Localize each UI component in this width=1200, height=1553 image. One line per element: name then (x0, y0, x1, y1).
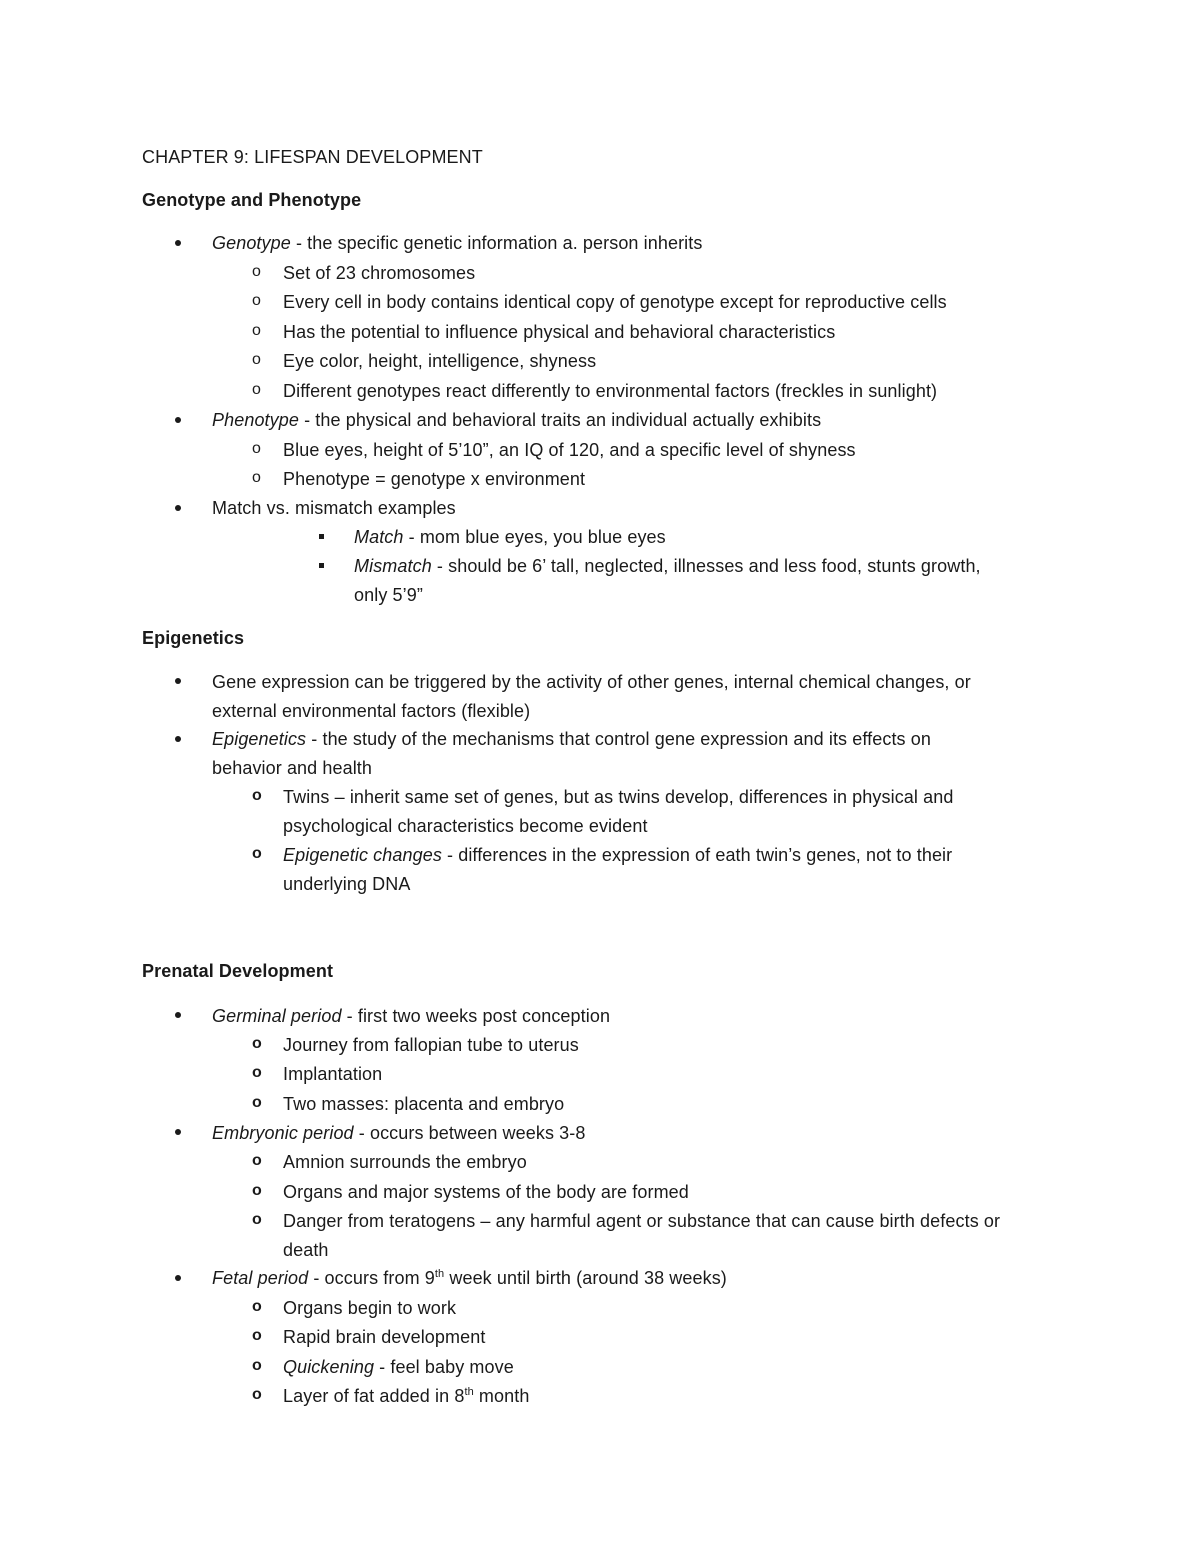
square-bullet-icon (319, 534, 324, 539)
list-item: Blue eyes, height of 5’10”, an IQ of 120, and a specific level of shyness (283, 440, 856, 460)
bullet-dot-icon (175, 1275, 181, 1281)
list-item: Gene expression can be triggered by the activity of other genes, internal chemical changes, or (212, 672, 971, 692)
term-label: Epigenetics (212, 729, 307, 749)
definition-text: - occurs from 9 (308, 1268, 435, 1288)
sub-bullet-icon: o (252, 1298, 262, 1315)
bullet-dot-icon (175, 1012, 181, 1018)
list-item (212, 232, 702, 254)
list-item-continuation: underlying DNA (283, 874, 411, 894)
ordinal-suffix: th (464, 1386, 474, 1398)
list-item: Rapid brain development (283, 1327, 486, 1347)
item-text: Layer of fat added in 8 (283, 1386, 465, 1406)
definition-text: - the specific genetic information a. person inherits (290, 233, 703, 253)
sub-bullet-icon: o (252, 1035, 262, 1052)
term-label: Phenotype (212, 410, 299, 430)
sub-bullet-icon: o (252, 1386, 262, 1403)
square-bullet-icon (319, 563, 324, 568)
list-item: Amnion surrounds the embryo (283, 1152, 527, 1172)
bullet-dot-icon (175, 505, 181, 511)
list-item (354, 555, 981, 577)
definition-text: - the physical and behavioral traits an individual actually exhibits (298, 410, 822, 430)
list-item-continuation: behavior and health (212, 758, 373, 778)
list-item-continuation: psychological characteristics become evident (283, 816, 648, 836)
sub-bullet-icon: o (252, 1182, 262, 1199)
list-item: Every cell in body contains identical copy of genotype except for reproductive cells (283, 292, 947, 312)
sub-bullet-icon: o (252, 322, 261, 339)
list-item: Implantation (283, 1064, 383, 1084)
term-label: Genotype (212, 233, 291, 253)
list-item (283, 1385, 529, 1407)
list-item: Different genotypes react differently to environmental factors (freckles in sunlight) (283, 381, 938, 401)
definition-text: - occurs between weeks 3-8 (353, 1123, 586, 1143)
list-item: Twins – inherit same set of genes, but as twins develop, differences in physical and (283, 787, 954, 807)
sub-bullet-icon: o (252, 263, 261, 280)
list-item-continuation: external environmental factors (flexible) (212, 701, 531, 721)
list-item: Organs begin to work (283, 1298, 457, 1318)
definition-text: - feel baby move (374, 1357, 514, 1377)
list-item (212, 728, 931, 750)
list-item (283, 844, 952, 866)
sub-bullet-icon: o (252, 1152, 262, 1169)
sub-bullet-icon: o (252, 1064, 262, 1081)
list-item: Danger from teratogens – any harmful agent or substance that can cause birth defects or (283, 1211, 1001, 1231)
term-label: Match (354, 527, 404, 547)
sub-bullet-icon: o (252, 1211, 262, 1228)
definition-text: - the study of the mechanisms that control gene expression and its effects on (306, 729, 931, 749)
bullet-dot-icon (175, 240, 181, 246)
bullet-dot-icon (175, 1129, 181, 1135)
sub-bullet-icon: o (252, 1357, 262, 1374)
list-item (212, 1267, 727, 1289)
list-item (212, 1005, 610, 1027)
term-label: Fetal period (212, 1268, 309, 1288)
definition-text: - should be 6’ tall, neglected, illnesses and less food, stunts growth, (431, 556, 981, 576)
chapter-title: CHAPTER 9: LIFESPAN DEVELOPMENT (142, 147, 483, 167)
list-item: Eye color, height, intelligence, shyness (283, 351, 597, 371)
list-item: Journey from fallopian tube to uterus (283, 1035, 579, 1055)
list-item: Has the potential to influence physical and behavioral characteristics (283, 322, 836, 342)
definition-text: week until birth (around 38 weeks) (444, 1268, 727, 1288)
list-item: Phenotype = genotype x environment (283, 469, 586, 489)
sub-bullet-icon: o (252, 1094, 262, 1111)
sub-bullet-icon: o (252, 381, 261, 398)
term-label: Mismatch (354, 556, 432, 576)
list-item: Set of 23 chromosomes (283, 263, 476, 283)
list-item (212, 1122, 585, 1144)
list-item (354, 526, 666, 548)
term-label: Epigenetic changes (283, 845, 442, 865)
sub-bullet-icon: o (252, 292, 261, 309)
section-heading-epigenetics: Epigenetics (142, 628, 245, 648)
term-label: Embryonic period (212, 1123, 354, 1143)
term-label: Quickening (283, 1357, 375, 1377)
sub-bullet-icon: o (252, 845, 262, 862)
section-heading-prenatal: Prenatal Development (142, 961, 334, 981)
sub-bullet-icon: o (252, 351, 261, 368)
sub-bullet-icon: o (252, 1327, 262, 1344)
definition-text: - mom blue eyes, you blue eyes (403, 527, 666, 547)
bullet-dot-icon (175, 678, 181, 684)
item-text: month (473, 1386, 530, 1406)
sub-bullet-icon: o (252, 469, 261, 486)
term-label: Germinal period (212, 1006, 342, 1026)
list-item (283, 1356, 514, 1378)
sub-bullet-icon: o (252, 440, 261, 457)
bullet-dot-icon (175, 417, 181, 423)
definition-text: - first two weeks post conception (341, 1006, 611, 1026)
list-item: Two masses: placenta and embryo (283, 1094, 565, 1114)
definition-text: - differences in the expression of eath twin’s genes, not to their (441, 845, 953, 865)
list-item-continuation: death (283, 1240, 329, 1260)
section-heading-genotype: Genotype and Phenotype (142, 190, 362, 210)
list-item (212, 409, 821, 431)
list-item: Match vs. mismatch examples (212, 498, 456, 518)
bullet-dot-icon (175, 736, 181, 742)
ordinal-suffix: th (434, 1268, 445, 1280)
sub-bullet-icon: o (252, 787, 262, 804)
list-item-continuation: only 5’9” (354, 585, 423, 605)
list-item: Organs and major systems of the body are formed (283, 1182, 689, 1202)
